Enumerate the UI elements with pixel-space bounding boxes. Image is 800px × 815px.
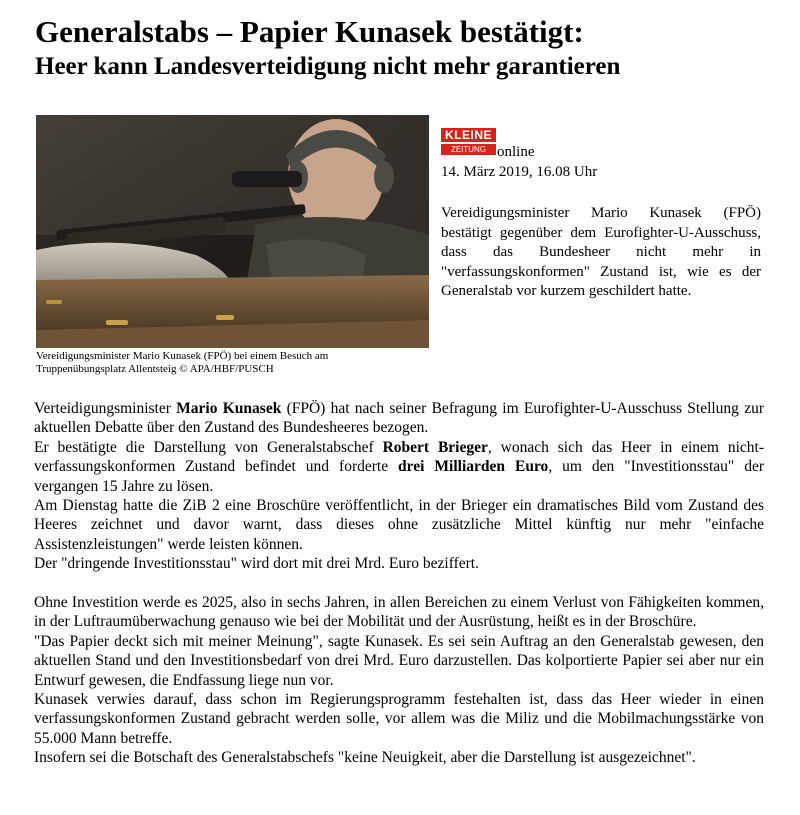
paragraph-spacer	[34, 574, 764, 593]
paragraph-8: Insofern sei die Botschaft des Generalstabschefs "keine Neuigkeit, aber die Darstellung ist ausgezeichnet".	[34, 749, 696, 767]
article-photo	[36, 115, 429, 348]
kleine-zeitung-logo	[441, 128, 496, 155]
paragraph-3: Am Dienstag hatte die ZiB 2 eine Broschüre veröffentlicht, in der Brieger ein dramatisches Bild vom Zustand des Heeres zeichnet und davor warnt, dass dieses ohne zusätzliche Mittel künftig nur mehr "einfache Assistenzleistungen" werde leisten können.	[34, 497, 764, 553]
person-name-kunasek: Mario Kunasek	[176, 400, 282, 417]
paragraph-4: Der "dringende Investitionsstau" wird dort mit drei Mrd. Euro beziffert.	[34, 555, 479, 573]
logo-line-1: KLEINE	[441, 128, 496, 142]
source-label: online	[497, 144, 535, 160]
dateline: 14. März 2019, 16.08 Uhr	[441, 164, 598, 180]
paragraph-2: Er bestätigte die Darstellung von Generalstabschef Robert Brieger, wonach sich das Heer in einem nicht-verfassungskonformen Zustand befindet und forderte drei Milliarden Euro, um den "Investitionsstau" der vergangen 15 Jahre zu lösen.	[34, 438, 765, 495]
paragraph-7: Kunasek verwies darauf, dass schon im Regierungsprogramm festehalten ist, dass das Heer wieder in einen verfassungskonformen Zustand gebracht werden solle, vor allem was die Miliz und die Mobilmachungsstärke von 55.000 Mann betreffe.	[34, 691, 764, 747]
person-name-brieger: Robert Brieger	[382, 438, 488, 456]
paragraph-6: "Das Papier deckt sich mit meiner Meinung", sagte Kunasek. Es sei sein Auftrag an den Generalstab gewesen, den aktuellen Stand und den Investitionsbedarf von drei Mrd. Euro darzustellen. Das kolportierte Papier sei aber nur ein Entwurf gewesen, die Endfassung liege nun vor.	[34, 632, 764, 689]
paragraph-1: Verteidigungsminister Mario Kunasek (FPÖ) hat nach seiner Befragung im Eurofighter-U-Ausschuss Stellung zur aktuellen Debatte über den Zustand des Bundesheeres bezogen.	[34, 400, 764, 437]
subheadline: Heer kann Landesverteidigung nicht mehr garantieren	[35, 53, 621, 80]
image-caption: Vereidigungsminister Mario Kunasek (FPÖ) bei einem Besuch am Truppenübungsplatz Allentsteig © APA/HBF/PUSCH	[36, 350, 329, 375]
headline: Generalstabs – Papier Kunasek bestätigt:	[35, 14, 584, 49]
logo-line-2: ZEITUNG	[441, 143, 496, 155]
amount-highlight: drei Milliarden Euro	[398, 458, 549, 476]
lead-paragraph: Vereidigungsminister Mario Kunasek (FPÖ) bestätigt gegenüber dem Eurofighter-U-Ausschuss, dass das Bundesheer nicht mehr in "verfassungskonformen" Zustand ist, wie es der Generalstab vor kurzem geschildert hatte.	[441, 205, 761, 299]
paragraph-5: Ohne Investition werde es 2025, also in sechs Jahren, in allen Bereichen zu einem Verlust von Fähigkeiten kommen, in der Luftraumüberwachung genauso wie bei der Mobilität und der Ausrüstung, heißt es in der Broschüre.	[34, 594, 764, 631]
article-body	[34, 399, 764, 768]
